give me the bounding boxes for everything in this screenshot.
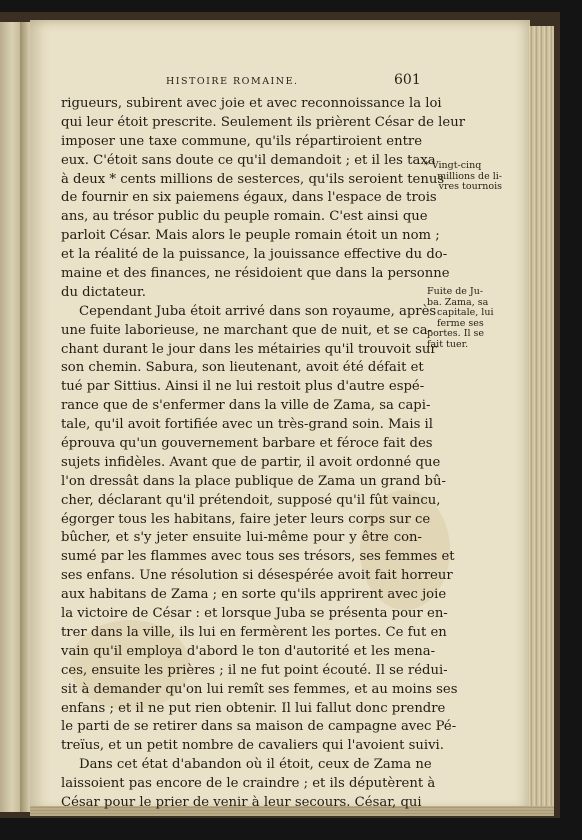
margin-note-line: ferme ses bbox=[437, 317, 484, 329]
text-line: trer dans la ville, ils lui en fermèrent les portes. Ce fut en bbox=[61, 624, 447, 640]
text-line: éprouva qu'un gouvernement barbare et féroce fait des bbox=[61, 436, 433, 452]
text-line: vain qu'il employa d'abord le ton d'autorité et les mena- bbox=[61, 643, 436, 659]
text-line: Cependant Juba étoit arrivé dans son royaume, après bbox=[79, 303, 437, 319]
text-line: ans, au trésor public du peuple romain. C'est ainsi que bbox=[61, 209, 428, 225]
text-line: maine et des finances, ne résidoient que dans la personne bbox=[61, 266, 450, 282]
text-line: enfans ; et il ne put rien obtenir. Il lui fallut donc prendre bbox=[61, 700, 446, 716]
text-line: eux. C'étoit sans doute ce qu'il demandoit ; et il les taxa bbox=[61, 152, 436, 168]
running-title: HISTOIRE ROMAINE. bbox=[166, 76, 299, 87]
text-line: César pour le prier de venir à leur secours. César, qui bbox=[61, 794, 422, 810]
text-line: tué par Sittius. Ainsi il ne lui restoit plus d'autre espé- bbox=[61, 379, 425, 395]
text-line: bûcher, et s'y jeter ensuite lui-même pour y être con- bbox=[61, 530, 422, 546]
text-line: imposer une taxe commune, qu'ils répartiroient entre bbox=[61, 133, 422, 149]
text-line: ses enfans. Une résolution si désespérée avoit fait horreur bbox=[61, 568, 453, 584]
text-line: du dictateur. bbox=[61, 284, 146, 300]
text-line: son chemin. Sabura, son lieutenant, avoit été défait et bbox=[61, 360, 424, 376]
margin-note-line: Fuite de Ju- bbox=[427, 286, 484, 297]
text-line: de fournir en six paiemens égaux, dans l'espace de trois bbox=[61, 190, 437, 206]
text-line: chant durant le jour dans les métairies qu'il trouvoit sur bbox=[61, 341, 437, 357]
text-line: Dans cet état d'abandon où il étoit, ceux de Zama ne bbox=[79, 757, 432, 773]
margin-note-line: fait tuer. bbox=[427, 338, 469, 350]
text-line: la victoire de César : et lorsque Juba se présenta pour en- bbox=[61, 606, 448, 622]
text-line: rance que de s'enfermer dans la ville de Zama, sa capi- bbox=[61, 398, 431, 414]
text-line: rigueurs, subirent avec joie et avec reconnoissance la loi bbox=[61, 96, 442, 111]
text-line: ces, ensuite les prières ; il ne fut point écouté. Il se rédui- bbox=[61, 662, 448, 678]
text-line: treïus, et un petit nombre de cavaliers qui l'avoient suivi. bbox=[61, 738, 444, 754]
text-line: sumé par les flammes avec tous ses trésors, ses femmes et bbox=[61, 549, 455, 565]
page-number: 601 bbox=[394, 72, 421, 88]
page-stack-edge bbox=[528, 26, 554, 808]
left-page-edge bbox=[0, 22, 21, 812]
text-line: sujets infidèles. Avant que de partir, il avoit ordonné que bbox=[61, 454, 441, 470]
text-line: cher, déclarant qu'il prétendoit, supposé qu'il fût vaincu, bbox=[61, 492, 441, 508]
text-line: qui leur étoit prescrite. Seulement ils prièrent César de leur bbox=[61, 114, 466, 130]
text-line: une fuite laborieuse, ne marchant que de nuit, et se ca- bbox=[61, 322, 433, 338]
margin-note-line: ba. Zama, sa bbox=[427, 296, 489, 308]
book-gutter bbox=[20, 22, 30, 812]
margin-note-line: capitale, lui bbox=[437, 307, 494, 318]
text-line: sit à demander qu'on lui remît ses femmes, et au moins ses bbox=[61, 681, 458, 697]
margin-note-line: portes. Il se bbox=[427, 328, 485, 339]
margin-note-line: millions de li- bbox=[437, 170, 502, 182]
text-line: aux habitans de Zama ; en sorte qu'ils apprirent avec joie bbox=[61, 587, 447, 603]
text-line: parloit César. Mais alors le peuple romain étoit un nom ; bbox=[61, 228, 440, 244]
text-line: à deux * cents millions de sesterces, qu'ils seroient tenus bbox=[61, 171, 445, 187]
margin-note-footnote bbox=[424, 161, 502, 193]
text-line: l'on dressât dans la place publique de Zama un grand bû- bbox=[61, 473, 446, 489]
text-line: tale, qu'il avoit fortifiée avec un très-grand soin. Mais il bbox=[61, 417, 433, 433]
text-line: laissoient pas encore de le craindre ; et ils députèrent à bbox=[61, 776, 436, 792]
text-line: le parti de se retirer dans sa maison de campagne avec Pé- bbox=[61, 719, 457, 735]
margin-note-summary bbox=[427, 287, 505, 350]
margin-note-line: * Vingt-cinq bbox=[424, 160, 482, 171]
margin-note-line: vres tournois bbox=[438, 181, 502, 192]
text-line: égorger tous les habitans, faire jeter leurs corps sur ce bbox=[61, 511, 431, 527]
text-line: et la réalité de la puissance, la jouissance effective du do- bbox=[61, 247, 448, 263]
